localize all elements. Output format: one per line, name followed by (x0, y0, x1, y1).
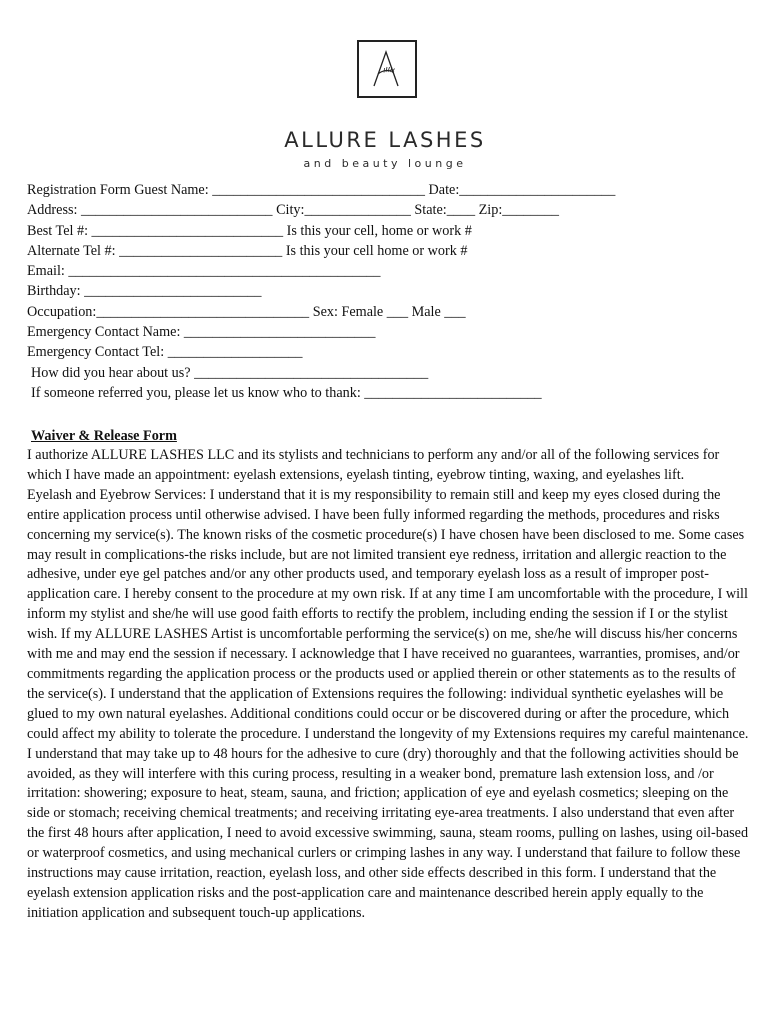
form-line-emergency-tel[interactable]: Emergency Contact Tel: ___________________ (27, 344, 303, 361)
form-line-guest-name[interactable]: Registration Form Guest Name: ______________________________ Date:______________________ (27, 182, 616, 198)
form-line-address[interactable]: Address: ___________________________ City:_______________ State:____ Zip:________ (27, 202, 560, 219)
form-line-emergency-name[interactable]: Emergency Contact Name: ___________________________ (27, 324, 376, 341)
form-line-email[interactable]: Email: ____________________________________________ (27, 263, 381, 280)
form-line-referral-source[interactable]: How did you hear about us? _________________________________ (31, 364, 429, 381)
brand-tagline: and beauty lounge (303, 157, 467, 170)
waiver-paragraph-authorization: I authorize ALLURE LASHES LLC and its stylists and technicians to perform any and/or all of the following services for which I have made an appointment: eyelash extensions, eyelash tinting, eyebrow tinting, waxing, and eyelashes lift. (27, 447, 720, 483)
form-line-best-tel[interactable]: Best Tel #: ___________________________ Is this your cell, home or work # (27, 222, 472, 239)
waiver-heading: Waiver & Release Form (31, 428, 177, 444)
waiver-section (27, 426, 752, 924)
form-line-referrer[interactable]: If someone referred you, please let us know who to thank: _________________________ (31, 384, 542, 401)
form-line-alternate-tel[interactable]: Alternate Tel #: _______________________ Is this your cell home or work # (27, 242, 468, 259)
logo-a-lash-icon (359, 42, 415, 96)
logo (0, 40, 770, 103)
form-line-birthday[interactable]: Birthday: _________________________ (27, 283, 262, 300)
logo-mark (357, 40, 417, 98)
form-line-occupation-sex[interactable]: Occupation:______________________________ Sex: Female ___ Male ___ (27, 303, 466, 320)
waiver-paragraph-services: Eyelash and Eyebrow Services: I understand that it is my responsibility to remain still and keep my eyes closed during the entire application process until otherwise advised. I have been fully informed regarding the methods, procedures and risks concerning my service(s). The known risks of the cosmetic procedure(s) I have chosen have been disclosed to me. Some cases may result in complications-the risks include, but are not limited transient eye redness, irritation and allergic reaction to the adhesive, under eye gel patches and/or any other products used, and temporary eyelash loss as a result of improper post-application care. I hereby consent to the procedure at my own risk. If at any time I am uncomfortable with the procedure, I will inform my stylist and she/he will use good faith efforts to rectify the problem, including ending the session if I or the stylist wish. If my ALLURE LASHES Artist is uncomfortable performing the service(s) on me, she/he will discuss his/her concerns with me and may end the session if necessary. I acknowledge that I have received no guarantees, warranties, promises, and/or commitments regarding the application process or the products used or applied therein or other statements as to the results of the service(s). I understand that the application of Extensions requires the following: individual synthetic eyelashes will be glued to my own natural eyelashes. Additional conditions could occur or be discovered during or after the procedure, which could affect my ability to tolerate the procedure. I understand the longevity of my Extensions requires my careful maintenance. I understand that may take up to 48 hours for the adhesive to cure (dry) thoroughly and that the following activities should be avoided, as they will interfere with this curing process, resulting in a weaker bond, premature lash extension loss, and /or irritation: showering; exposure to heat, steam, sauna, and friction; application of eye and eyelash cosmetics; sleeping on the side or stomach; receiving chemical treatments; and receiving irritating eye-area treatments. I also understand that even after the first 48 hours after application, I need to avoid excessive swimming, sauna, steam rooms, pulling on lashes, using oil-based or waterproof cosmetics, and using mechanical curlers or crimping lashes in any way. I understand that failure to follow these instructions may cause irritation, reaction, eyelash loss, and other side effects described in this form. I understand that the eyelash extension application risks and the post-application care and maintenance described herein apply equally to the initiation application and subsequent touch-up applications. (27, 486, 749, 921)
registration-form (27, 180, 757, 403)
brand-name: ALLURE LASHES (284, 128, 486, 152)
